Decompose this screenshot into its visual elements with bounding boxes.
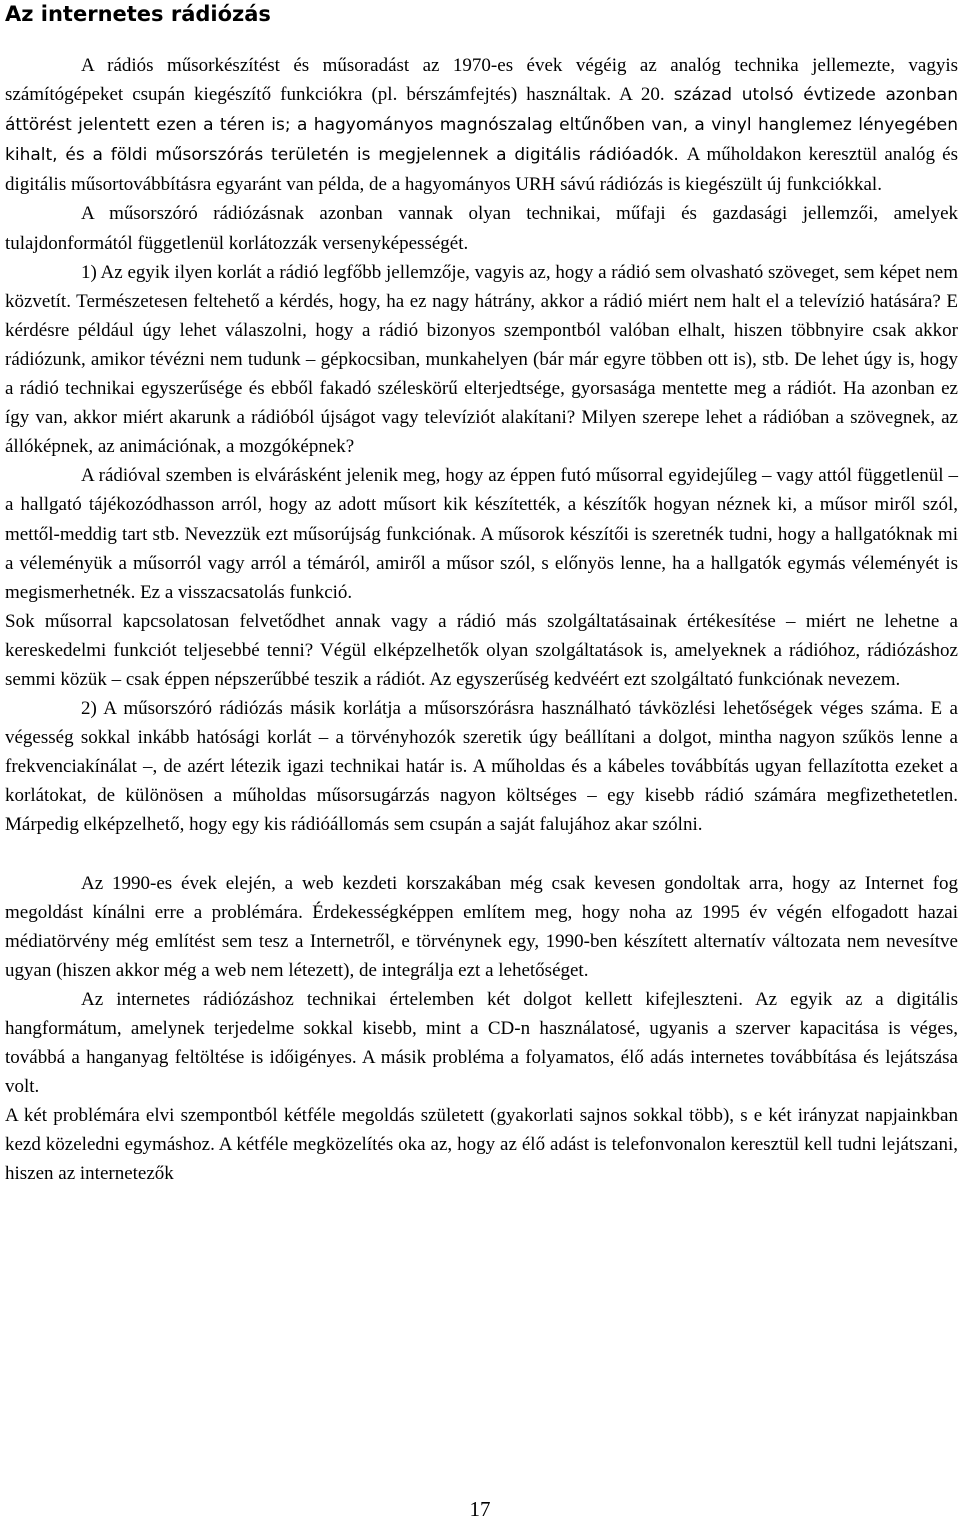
paragraph-text: Az 1990-es évek elején, a web kezdeti korszakában még csak kevesen gondoltak arra, hogy az Internet fog megoldást kínálni erre a problémára. Érdekességképpen említem meg, hogy noha az 1995 év végén elfogadott hazai médiatörvény még említést sem tesz a Internetről, e törvénynek egy, 1990-ben készített alternatív változata nem nevesítve ugyan (hiszen akkor még a web nem létezett), de integrálja ezt a lehetőséget. xyxy=(5,872,958,981)
page-number: 17 xyxy=(469,1497,491,1521)
paragraph-text: A két problémára elvi szempontból kétféle megoldás született (gyakorlati sajnos sokkal több), s e két irányzat napjainkban kezd közeledni egymáshoz. A kétféle megközelítés oka az, hogy az élő adást is telefonvonalon keresztül kell tudni lejátszani, hiszen az internetezők xyxy=(5,1105,958,1185)
page-title: Az internetes rádiózás xyxy=(5,2,271,26)
body-text xyxy=(5,51,958,1189)
paragraph xyxy=(5,461,958,606)
paragraph xyxy=(5,694,958,839)
paragraph-text: Sok műsorral kapcsolatosan felvetődhet annak vagy a rádió más szolgáltatásainak értékesítése – miért ne lehetne a kereskedelmi funkciót teljesebbé tenni? Végül elképzelhetők olyan szolgáltatások is, amelyeknek a rádióhoz, rádiózáshoz semmi közük – csak éppen népszerűbbé teszik a rádiót. Az egyszerűség kedvéért ezt szolgáltató funkciónak nevezem. xyxy=(5,610,958,690)
paragraph xyxy=(5,1101,958,1188)
paragraph-text: A műholdakon keresztül analóg és digitális műsortovábbításra egyaránt van példa, de a hagyományos URH sávú rádiózás is kiegészült új funkciókkal. xyxy=(5,144,959,196)
paragraph-text: Az internetes rádiózáshoz technikai értelemben két dolgot kellett kifejleszteni. Az egyik az a digitális hangformátum, amelynek terjedelme sokkal kisebb, mint a CD-n használatosé, ugyanis a szerver kapacitása is véges, továbbá a hanganyag feltöltése is időigényes. A másik probléma a folyamatos, élő adás internetes továbbítása és lejátszása volt. xyxy=(5,988,958,1098)
paragraph xyxy=(5,258,958,462)
paragraph-gap xyxy=(5,840,958,869)
paragraph-text: század utolsó évtizede azonban áttörést jelentett ezen a téren is; a hagyományos magnószalag eltűnőben van, a vinyl hanglemez lényegében kihalt, és a földi műsorszórás területén is megjelennek a digitális rádióadók. xyxy=(5,85,959,166)
paragraph-text: A rádiós műsorkészítést és műsoradást az 1970-es évek végéig az analóg technika jellemezte, vagyis számítógépeket csupán kiegészítő funkciókra (pl. bérszámfejtés) használtak. A 20. xyxy=(5,55,958,106)
paragraph xyxy=(5,51,958,199)
paragraph-text: A rádióval szemben is elvárásként jelenik meg, hogy az éppen futó műsorral egyidejűleg – vagy attól függetlenül –a hallgató tájékozódhasson arról, hogy az adott műsort kik készítették, a készítők hogyan néznek ki, a műsor miről szól, mettől-meddig tart stb. Nevezzük ezt műsorújság funkciónak. A műsorok készítői is szeretnék tudni, hogy a hallgatóknak mi a véleményük a műsorról vagy arról a témáról, amiről a műsor szól, s előnyös lenne, ha a hallgatók egymás véleményét is megismerhetnék. Ez a visszacsatolás funkció. xyxy=(5,465,958,603)
paragraph-text: A műsorszóró rádiózásnak azonban vannak olyan technikai, műfaji és gazdasági jellemzői, amelyek tulajdonformától függetlenül korlátozzák versenyképességét. xyxy=(5,203,958,254)
paragraph xyxy=(5,985,958,1101)
paragraph xyxy=(5,199,958,257)
paragraph-text: 1) Az egyik ilyen korlát a rádió legfőbb jellemzője, vagyis az, hogy a rádió sem olvasható szöveget, sem képet nem közvetít. Természetesen feltehető a kérdés, hogy, ha ez nagy hátrány, akkor a rádió miért nem halt el a televízió hatására? E kérdésre például úgy lehet válaszolni, hogy a rádió bizonyos szempontból valóban elhalt, hiszen többnyire csak akkor rádiózunk, amikor tévézni nem tudunk – gépkocsiban, munkahelyen (bár már egyre többen ott is), stb. De lehet úgy is, hogy a rádió technikai egyszerűsége és ebből fakadó széleskörű elterjedtsége, gyorsasága mentette meg a rádiót. Ha azonban ez így van, akkor miért akarunk a rádióból újságot vagy televíziót alakítani? Milyen szerepe lehet a rádióban a szövegnek, az állóképnek, az animációnak, a mozgóképnek? xyxy=(5,261,958,458)
paragraph xyxy=(5,607,958,694)
paragraph-text: 2) A műsorszóró rádiózás másik korlátja a műsorszórásra használható távközlési lehetőségek véges száma. E a végesség sokkal inkább hatósági korlát – a törvényhozók szeretik úgy beállítani a dolgot, mintha nagyon szűkös lenne a frekvenciakínálat –, de azért létezik igazi technikai határ is. A műholdas és a kábeles továbbítás ugyan fellazította ezeket a korlátokat, de különösen a műholdas műsorsugárzás nagyon költséges – egy kisebb rádió számára megfizethetetlen. Márpedig elképzelhető, hogy egy kis rádióállomás sem csupán a saját falujához akar szólni. xyxy=(5,698,958,836)
paragraph xyxy=(5,869,958,985)
document-page xyxy=(5,0,958,1189)
